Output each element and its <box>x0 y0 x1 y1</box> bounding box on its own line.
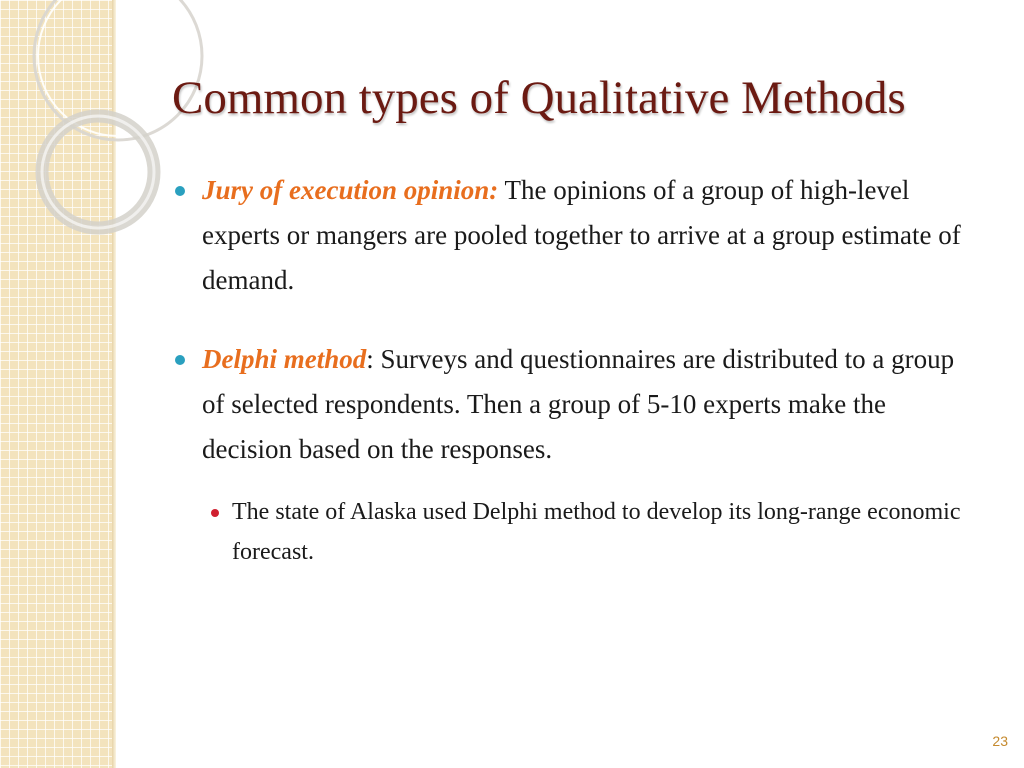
bullet-text: The opinions of a group of high-level experts or mangers are pooled together to arrive at a group estimate of demand. <box>202 175 961 295</box>
bullet-text: : Surveys and questionnaires are distributed to a group of selected respondents. Then a group of 5-10 experts make the decision based on the responses. <box>202 344 955 464</box>
bullet-dot-icon <box>175 186 185 196</box>
slide-title: Common types of Qualitative Methods <box>172 72 906 124</box>
sub-bullet-text: The state of Alaska used Delphi method to develop its long-range economic forecast. <box>232 499 961 565</box>
bullet-term: Delphi method <box>202 344 367 374</box>
bullet-term: Jury of execution opinion: <box>202 175 499 205</box>
sub-bullet-alaska-example <box>202 492 962 572</box>
decorative-rings-icon <box>0 0 130 240</box>
page-number: 23 <box>992 733 1008 749</box>
bullet-dot-icon <box>175 355 185 365</box>
bullet-list <box>172 168 962 572</box>
bullet-jury-of-executive-opinion <box>172 168 962 303</box>
bullet-delphi-method <box>172 337 962 472</box>
sub-bullet-dot-icon <box>211 509 219 517</box>
